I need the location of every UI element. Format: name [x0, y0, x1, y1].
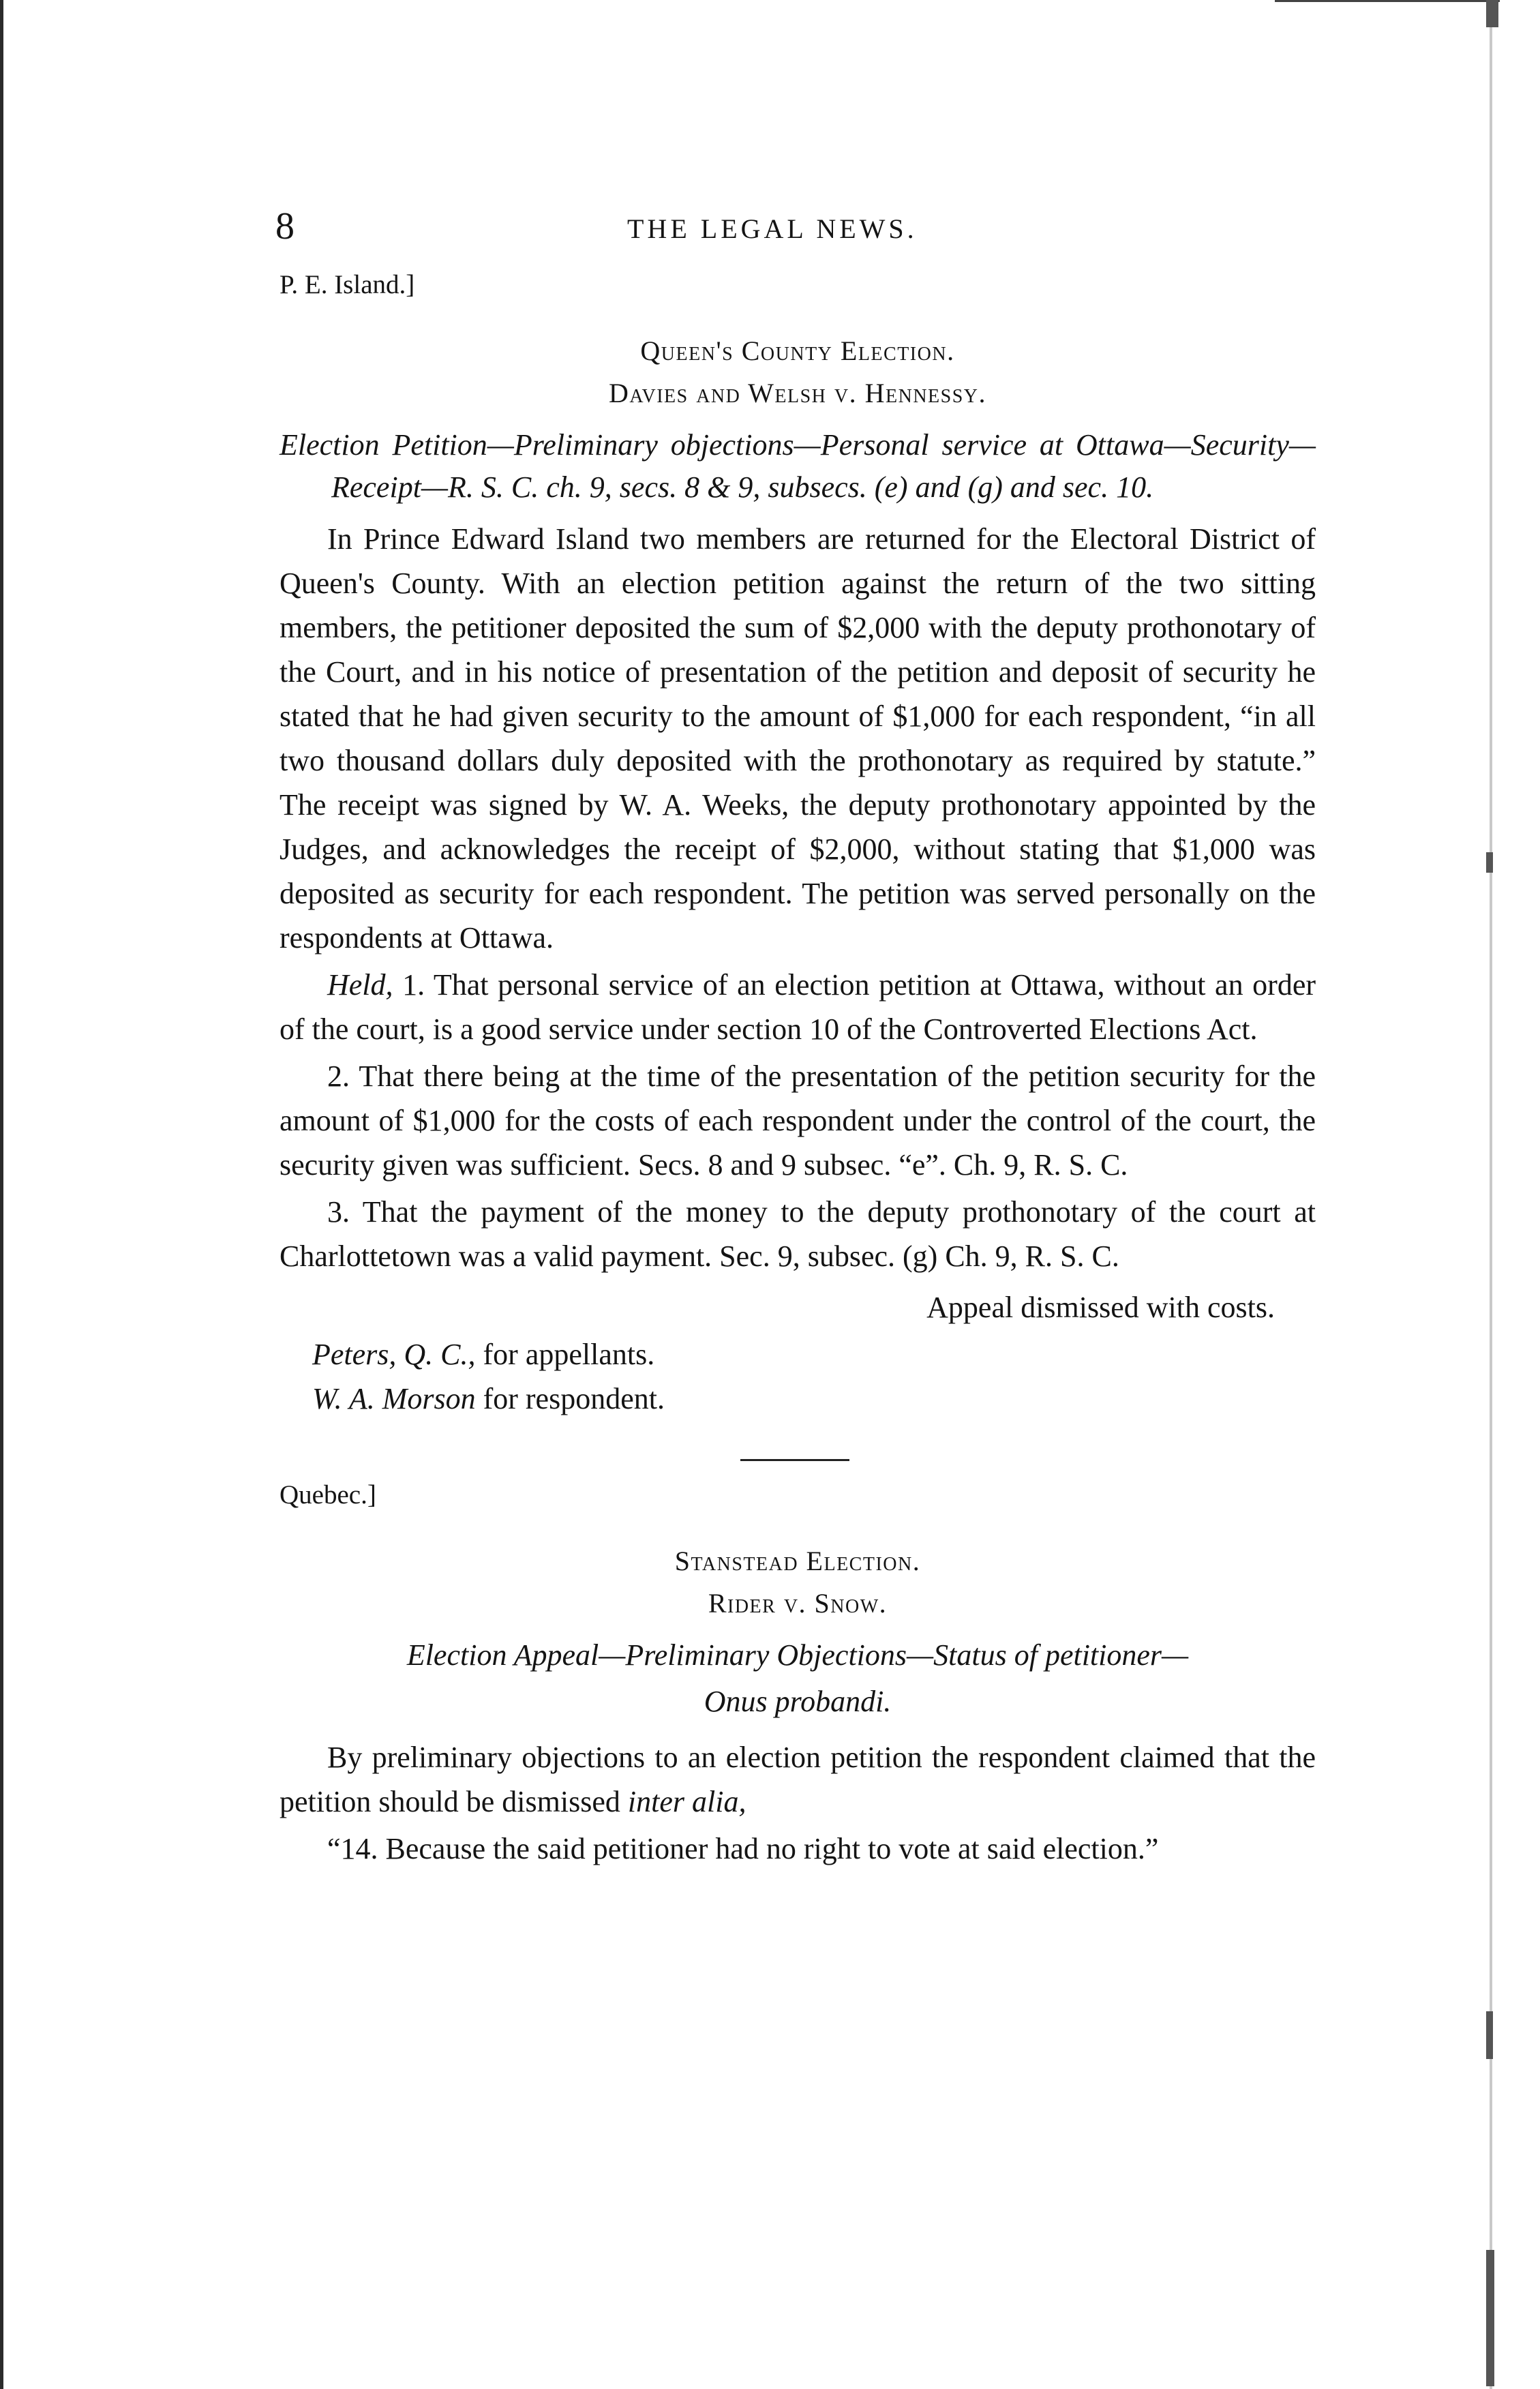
held-paragraph-1 [280, 963, 1316, 1051]
syllabus: Election Appeal—Preliminary Objections—Status of petitioner— [406, 1638, 1189, 1672]
case-stanstead [280, 1477, 1316, 1871]
held-paragraph-2: 2. That there being at the time of the presentation of the petition security for the amount of $1,000 for the costs of each respondent under the control of the court, the security given was sufficient. Secs. 8 and 9 subsec. “e”. Ch. 9, R. S. C. [280, 1060, 1316, 1182]
counsel-appellants [280, 1332, 1316, 1377]
syllabus: Election Petition—Preliminary objections—Personal service at Ottawa—Security—Receipt—R. S. C. ch. 9, secs. 8 & 9, subsecs. (e) and (g) and sec. 10. [280, 428, 1316, 504]
held-text-1: 1. That personal service of an election petition at Ottawa, without an order of the court, is a good service under section 10 of the Controverted Elections Act. [280, 968, 1316, 1046]
scan-edge-mark [1486, 2011, 1493, 2059]
scan-left-edge [0, 0, 3, 2389]
held-paragraph-3: 3. That the payment of the money to the deputy prothonotary of the court at Charlottetown was a valid payment. Sec. 9, subsec. (g) Ch. 9, R. S. C. [280, 1195, 1316, 1273]
case-parties: Rider v. Snow. [708, 1588, 888, 1619]
running-title: THE LEGAL NEWS. [627, 213, 918, 244]
case-parties: Davies and Welsh v. Hennessy. [608, 378, 987, 408]
page-number: 8 [275, 205, 295, 247]
running-head [275, 205, 1316, 259]
scan-edge-mark [1486, 852, 1493, 873]
held-label: Held, [327, 968, 393, 1002]
quoted-objection: “14. Because the said petitioner had no right to vote at said election.” [327, 1832, 1159, 1865]
counsel-role: for respondent. [475, 1382, 665, 1415]
counsel-name: W. A. Morson [312, 1382, 476, 1415]
facts-paragraph: In Prince Edward Island two members are returned for the Electoral District of Queen's County. With an election petition against the return of the two sitting members, the petitioner deposited the sum of $2,000 with the deputy prothonotary of the Court, and in his notice of presentation of the petition and deposit of security he stated that he had given security to the amount of $1,000 for each respondent, “in all two thousand dollars duly deposited with the prothonotary as required by statute.” The receipt was signed by W. A. Weeks, the deputy prothonotary appointed by the Judges, and acknowledges the receipt of $2,000, without stating that $1,000 was deposited as security for each respondent. The petition was served personally on the respondents at Ottawa. [280, 522, 1316, 955]
objection-text: By preliminary objections to an election petition the respondent claimed that the petition should be dismissed [280, 1741, 1316, 1818]
document-page [275, 205, 1316, 1874]
case-queens-county [280, 267, 1316, 1421]
scan-edge-mark [1486, 0, 1498, 27]
counsel-respondent [280, 1377, 1316, 1421]
court-tag: P. E. Island.] [280, 270, 415, 299]
counsel-name: Peters, Q. C., [312, 1338, 476, 1371]
disposition: Appeal dismissed with costs. [926, 1291, 1275, 1324]
case-title: Queen's County Election. [640, 335, 955, 366]
syllabus-continuation: Onus probandi. [704, 1685, 892, 1718]
objection-latin: inter alia, [627, 1785, 746, 1818]
scan-edge-mark [1486, 2250, 1494, 2386]
court-tag: Quebec.] [280, 1480, 376, 1509]
scan-top-edge [1275, 0, 1500, 2]
counsel-role: for appellants. [475, 1338, 655, 1371]
section-divider [740, 1459, 849, 1461]
objection-paragraph [280, 1735, 1316, 1824]
case-title: Stanstead Election. [674, 1546, 921, 1576]
